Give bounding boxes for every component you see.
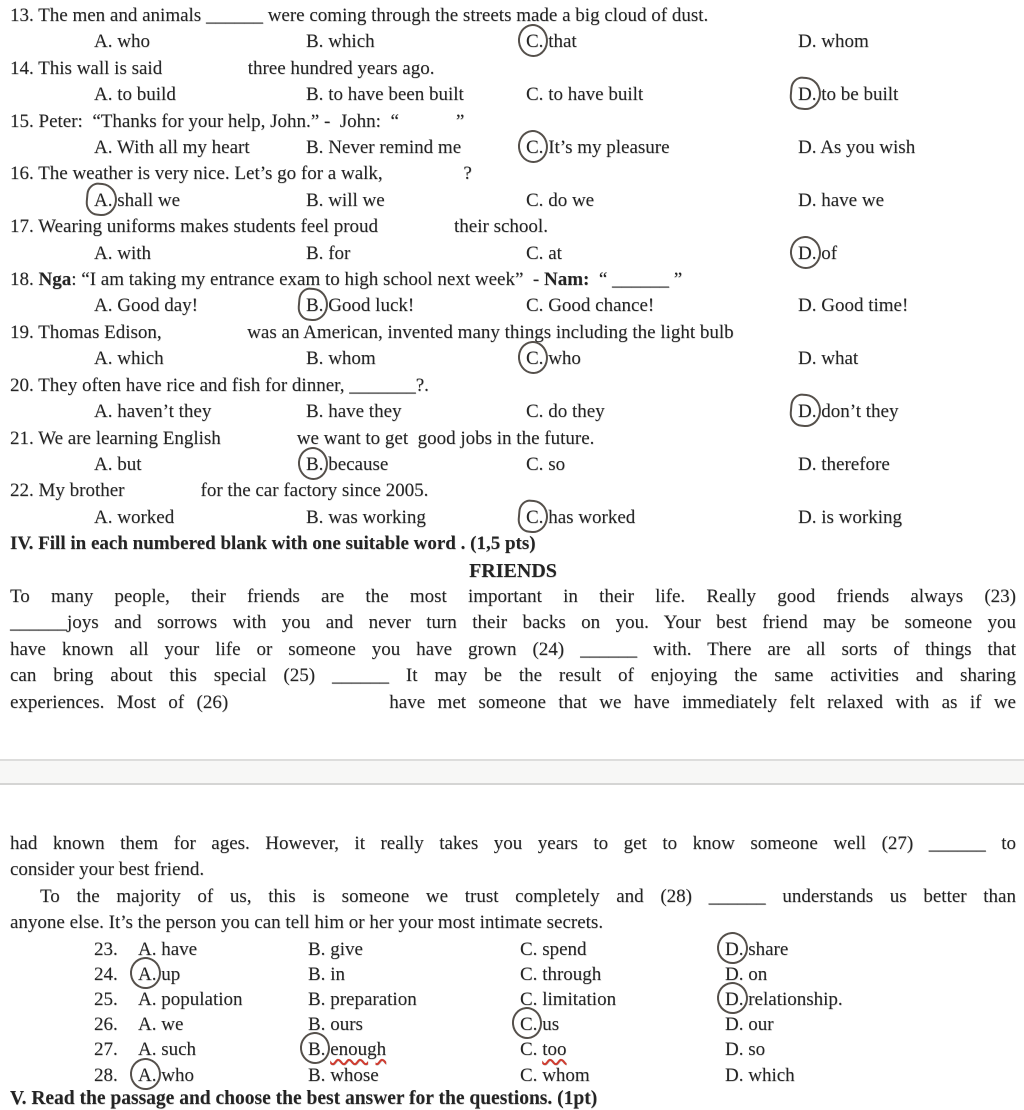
option-label: B. — [306, 189, 324, 211]
section-v-heading: V. Read the passage and choose the best answer for the questions. (1pt) — [10, 1087, 598, 1109]
option-c — [526, 505, 798, 531]
option-label: D. — [798, 31, 817, 53]
option-d — [725, 1063, 1016, 1088]
option-a — [94, 346, 306, 372]
option-c — [520, 1037, 725, 1062]
option-label: B. — [306, 506, 324, 528]
option-d — [798, 241, 1016, 267]
option-text: Never remind me — [328, 137, 462, 159]
option-text: who — [161, 1064, 194, 1086]
option-d — [725, 987, 1016, 1012]
option-text: too — [542, 1039, 567, 1061]
option-d — [798, 29, 1016, 55]
option-label: A. — [94, 84, 113, 106]
option-label: A. — [94, 453, 113, 475]
option-d — [798, 188, 1016, 214]
option-text: Good day! — [117, 295, 198, 317]
option-text: because — [328, 453, 389, 475]
option-text: It’s my pleasure — [548, 137, 670, 159]
cloze-row — [10, 962, 1016, 987]
option-text: ours — [330, 1014, 363, 1036]
option-text: that — [548, 31, 577, 53]
option-label: A. — [94, 506, 113, 528]
question-number: 14. — [10, 57, 34, 79]
option-label: C. — [526, 242, 544, 264]
option-text: to have been built — [328, 84, 464, 106]
option-label: C. — [520, 938, 538, 960]
option-label: B. — [306, 84, 324, 106]
option-text: who — [548, 348, 581, 370]
question-stem — [10, 214, 1016, 240]
answer-circle-mark: D. — [725, 987, 743, 1012]
question-stem — [10, 56, 1016, 82]
question-stem — [10, 373, 1016, 399]
passage-line: anyone else. It’s the person you can tell him or her your most intimate secrets. — [10, 912, 604, 934]
option-b — [306, 188, 526, 214]
option-b — [306, 346, 526, 372]
option-text: Good luck! — [328, 295, 415, 317]
option-text: has worked — [548, 506, 636, 528]
option-c — [526, 135, 798, 161]
option-text: such — [161, 1039, 197, 1061]
option-text: shall we — [117, 189, 181, 211]
question-stem — [10, 109, 1016, 135]
option-text: at — [548, 242, 562, 264]
option-b — [306, 241, 526, 267]
option-text: is working — [821, 506, 902, 528]
question-number: 19. — [10, 321, 34, 343]
option-text: share — [748, 938, 789, 960]
option-text: do they — [548, 401, 605, 423]
cloze-row — [10, 1037, 1016, 1062]
option-label: D. — [725, 1014, 744, 1036]
option-d — [798, 293, 1016, 319]
passage-line: can bring about this special (25) ______ It may be the result of enjoying the same activities and sharing — [10, 665, 1016, 687]
question-stem-text: Peter: “Thanks for your help, John.” - John: “ ” — [38, 110, 465, 132]
question-options — [10, 135, 1016, 161]
option-text: do we — [548, 189, 595, 211]
question-item — [10, 478, 1016, 531]
option-text: preparation — [330, 989, 417, 1010]
question-stem-text: Nga — [38, 269, 72, 291]
question-stem-text: The men and animals ______ were coming through the streets made a big cloud of dust. — [38, 5, 709, 26]
option-label: B. — [306, 31, 324, 53]
question-item — [10, 3, 1016, 56]
option-a — [94, 29, 306, 55]
option-a — [94, 241, 306, 267]
cloze-row — [10, 987, 1016, 1012]
option-b — [308, 1012, 520, 1037]
question-stem — [10, 267, 1016, 293]
option-label: C. — [526, 189, 544, 211]
question-stem — [10, 426, 1016, 452]
option-label: C. — [520, 1039, 538, 1061]
option-label: C. — [520, 1064, 538, 1086]
option-d — [798, 82, 1016, 108]
option-text: As you wish — [820, 137, 916, 159]
passage-line: have known all your life or someone you have grown (24) ______ with. There are all sorts of things that — [10, 638, 1016, 660]
option-text: With all my heart — [116, 137, 250, 159]
option-a — [138, 937, 308, 962]
cloze-number: 28. — [94, 1064, 118, 1086]
answer-circle-mark: C. — [526, 505, 543, 531]
option-label: A. — [94, 348, 113, 370]
question-number: 20. — [10, 374, 34, 396]
option-text: whom — [821, 31, 869, 53]
option-c — [520, 962, 725, 987]
option-text: Good chance! — [548, 295, 655, 317]
option-text: will we — [328, 189, 385, 211]
option-a — [94, 82, 306, 108]
option-c — [526, 29, 798, 55]
cloze-row — [10, 1012, 1016, 1037]
answer-circle-mark: B. — [306, 452, 323, 478]
option-b — [308, 987, 520, 1012]
question-stem-text: : “I am taking my entrance exam to high school next week” - — [71, 269, 544, 291]
option-text: worked — [117, 506, 175, 528]
question-options — [10, 82, 1016, 108]
option-c — [526, 82, 798, 108]
question-options — [10, 452, 1016, 478]
option-text: so — [548, 453, 566, 475]
option-text: enough — [330, 1039, 387, 1061]
option-label: D. — [725, 1039, 744, 1061]
option-label: D. — [798, 506, 817, 528]
option-label: A. — [138, 938, 157, 960]
question-stem-text: Nam: — [543, 269, 590, 291]
option-label: A. — [138, 1014, 157, 1036]
option-d — [798, 399, 1016, 425]
option-text: Good time! — [821, 295, 909, 317]
question-stem-text: We are learning English we want to get good jobs in the future. — [38, 427, 595, 449]
answer-circle-mark: C. — [526, 135, 543, 161]
option-text: for — [328, 242, 351, 264]
option-text: which — [328, 31, 375, 53]
option-text: which — [748, 1064, 795, 1086]
option-text: spend — [542, 938, 587, 960]
option-a — [94, 188, 306, 214]
option-c — [526, 241, 798, 267]
option-a — [94, 399, 306, 425]
option-label: D. — [798, 453, 817, 475]
option-text: to be built — [821, 84, 899, 106]
option-text: so — [748, 1039, 766, 1061]
question-options — [10, 188, 1016, 214]
cloze-option-list — [10, 937, 1016, 1088]
option-d — [798, 452, 1016, 478]
option-label: B. — [306, 348, 324, 370]
answer-circle-mark: D. — [798, 399, 816, 425]
option-text: what — [821, 348, 859, 370]
option-a — [138, 1063, 308, 1088]
question-stem — [10, 3, 1016, 29]
option-label: A. — [94, 137, 113, 159]
option-a — [94, 135, 306, 161]
option-b — [308, 1063, 520, 1088]
option-text: of — [821, 242, 838, 264]
option-c — [520, 937, 725, 962]
cloze-number: 26. — [94, 1014, 118, 1036]
cloze-number: 24. — [94, 963, 118, 985]
question-stem-text: They often have rice and fish for dinner, _______?. — [38, 374, 429, 396]
option-b — [308, 1037, 520, 1062]
option-label: B. — [306, 242, 324, 264]
cloze-row — [10, 937, 1016, 962]
option-label: C. — [526, 453, 544, 475]
question-options — [10, 399, 1016, 425]
question-stem — [10, 161, 1016, 187]
question-item — [10, 426, 1016, 479]
cloze-number: 27. — [94, 1039, 118, 1061]
question-item — [10, 373, 1016, 426]
answer-circle-mark: D. — [798, 82, 816, 108]
option-label: B. — [308, 1014, 326, 1036]
option-text: have we — [821, 189, 885, 211]
option-d — [725, 937, 1016, 962]
option-label: C. — [520, 989, 538, 1010]
option-c — [526, 399, 798, 425]
option-a — [94, 293, 306, 319]
option-text: to have built — [548, 84, 644, 106]
question-number: 16. — [10, 163, 34, 185]
option-a — [138, 1012, 308, 1037]
option-c — [520, 1063, 725, 1088]
option-b — [306, 505, 526, 531]
option-c — [526, 346, 798, 372]
option-text: whose — [330, 1064, 379, 1086]
question-options — [10, 293, 1016, 319]
cloze-number: 23. — [94, 938, 118, 960]
passage-line: experiences. Most of (26) have met someone that we have immediately felt relaxed with as if we — [10, 691, 1016, 713]
option-c — [526, 293, 798, 319]
option-c — [526, 188, 798, 214]
passage-line: had known them for ages. However, it really takes you years to get to know someone well (27) ______ to — [10, 832, 1016, 854]
answer-circle-mark: C. — [526, 29, 543, 55]
question-item — [10, 214, 1016, 267]
option-label: B. — [308, 963, 326, 985]
option-text: we — [161, 1014, 184, 1036]
option-label: B. — [306, 401, 324, 423]
option-text: but — [117, 453, 142, 475]
option-text: on — [748, 963, 768, 985]
passage-title: FRIENDS — [469, 559, 557, 582]
option-text: limitation — [542, 989, 617, 1010]
question-number: 21. — [10, 427, 34, 449]
question-number: 22. — [10, 480, 34, 502]
question-options — [10, 346, 1016, 372]
option-a — [94, 505, 306, 531]
option-d — [798, 505, 1016, 531]
option-label: C. — [526, 401, 544, 423]
passage-line: ______joys and sorrows with you and never turn their backs on you. Your best friend may be someone you — [10, 612, 1016, 634]
answer-circle-mark: D. — [725, 937, 743, 962]
answer-circle-mark: C. — [520, 1012, 537, 1037]
option-label: D. — [798, 295, 817, 317]
option-label: D. — [798, 189, 817, 211]
option-text: have they — [328, 401, 402, 423]
question-stem-text: The weather is very nice. Let’s go for a walk, ? — [38, 163, 472, 185]
question-options — [10, 29, 1016, 55]
option-b — [306, 452, 526, 478]
cloze-number: 25. — [94, 989, 118, 1010]
option-label: A. — [94, 295, 113, 317]
option-label: C. — [520, 963, 538, 985]
option-label: A. — [138, 989, 157, 1010]
option-text: population — [161, 989, 243, 1010]
answer-circle-mark: A. — [138, 962, 156, 987]
passage-line: To the majority of us, this is someone we trust completely and (28) ______ understands us better than — [40, 885, 1016, 907]
option-b — [308, 962, 520, 987]
question-item — [10, 267, 1016, 320]
answer-circle-mark: A. — [94, 188, 112, 214]
question-stem — [10, 478, 1016, 504]
option-label: D. — [725, 963, 744, 985]
question-number: 13. — [10, 5, 34, 26]
question-item — [10, 161, 1016, 214]
option-text: through — [542, 963, 602, 985]
passage-line: To many people, their friends are the most important in their life. Really good friends always (23) — [10, 585, 1016, 607]
answer-circle-mark: D. — [798, 241, 816, 267]
option-text: in — [330, 963, 345, 985]
option-text: was working — [328, 506, 426, 528]
option-text: up — [161, 963, 181, 985]
option-text: give — [330, 938, 363, 960]
question-stem — [10, 320, 1016, 346]
option-c — [520, 987, 725, 1012]
option-label: D. — [725, 1064, 744, 1086]
option-b — [306, 399, 526, 425]
option-c — [520, 1012, 725, 1037]
option-d — [725, 962, 1016, 987]
option-text: us — [542, 1014, 560, 1036]
option-label: B. — [306, 137, 324, 159]
question-item — [10, 109, 1016, 162]
option-text: to build — [117, 84, 176, 106]
option-text: whom — [328, 348, 376, 370]
answer-circle-mark: B. — [308, 1037, 325, 1062]
answer-circle-mark: C. — [526, 346, 543, 372]
question-stem-text: Wearing uniforms makes students feel proud their school. — [38, 216, 548, 238]
option-text: therefore — [821, 453, 890, 475]
option-a — [138, 962, 308, 987]
question-options — [10, 241, 1016, 267]
question-number: 17. — [10, 216, 34, 238]
option-label: A. — [94, 31, 113, 53]
cloze-row — [10, 1063, 1016, 1088]
question-number: 15. — [10, 110, 34, 132]
question-options — [10, 505, 1016, 531]
question-stem-text: “ ______ ” — [589, 269, 683, 291]
passage-line: consider your best friend. — [10, 859, 205, 881]
question-stem-text: My brother for the car factory since 2005. — [38, 480, 429, 502]
question-item — [10, 56, 1016, 109]
option-b — [306, 135, 526, 161]
option-text: with — [117, 242, 152, 264]
option-label: C. — [526, 84, 544, 106]
option-b — [306, 82, 526, 108]
question-number: 18. — [10, 269, 34, 291]
option-c — [526, 452, 798, 478]
option-d — [725, 1012, 1016, 1037]
section-iv-heading: IV. Fill in each numbered blank with one suitable word . (1,5 pts) — [10, 533, 536, 555]
option-text: which — [117, 348, 164, 370]
option-label: D. — [798, 348, 817, 370]
option-text: whom — [542, 1064, 590, 1086]
option-a — [138, 1037, 308, 1062]
option-b — [308, 937, 520, 962]
page-break-divider — [0, 759, 1024, 785]
passage-paragraph-1 — [10, 584, 1016, 716]
option-text: have — [161, 938, 198, 960]
option-a — [94, 452, 306, 478]
option-text: who — [117, 31, 150, 53]
option-label: C. — [526, 295, 544, 317]
option-label: B. — [308, 989, 326, 1010]
option-b — [306, 293, 526, 319]
option-d — [798, 135, 1016, 161]
question-item — [10, 320, 1016, 373]
option-b — [306, 29, 526, 55]
option-label: B. — [308, 938, 326, 960]
option-text: relationship. — [748, 989, 843, 1010]
option-d — [725, 1037, 1016, 1062]
passage-paragraph-2 — [10, 831, 1016, 937]
option-d — [798, 346, 1016, 372]
answer-circle-mark: B. — [306, 293, 323, 319]
question-list — [10, 3, 1016, 531]
option-label: D. — [798, 137, 817, 159]
option-label: A. — [94, 242, 113, 264]
option-a — [138, 987, 308, 1012]
answer-circle-mark: A. — [138, 1063, 156, 1088]
option-label: A. — [94, 401, 113, 423]
option-text: our — [748, 1014, 774, 1036]
option-label: B. — [308, 1064, 326, 1086]
option-text: don’t they — [821, 401, 899, 423]
question-stem-text: This wall is said three hundred years ago. — [38, 57, 435, 79]
question-stem-text: Thomas Edison, was an American, invented many things including the light bulb — [38, 321, 734, 343]
option-label: A. — [138, 1039, 157, 1061]
option-text: haven’t they — [117, 401, 212, 423]
